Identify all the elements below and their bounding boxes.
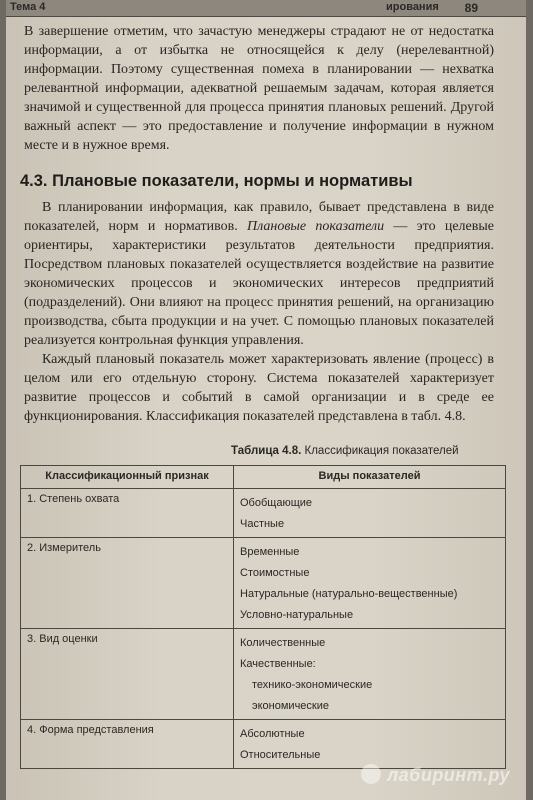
section-heading xyxy=(20,172,500,191)
kind-item: Временные xyxy=(240,546,300,558)
labirint-logo-icon xyxy=(361,764,381,784)
running-head-rule xyxy=(6,16,526,17)
section-number: 4.3. xyxy=(20,172,48,190)
table-cell-kinds xyxy=(234,720,506,769)
kind-item: Относительные xyxy=(240,749,321,761)
paragraph-1-start: В планировании информация, как правило, бывает представлена в виде показателей, норм и нормативов. xyxy=(24,200,494,234)
table-cell-feature: 1. Степень охвата xyxy=(21,489,234,538)
table-header-row xyxy=(21,466,506,489)
kind-item: Обобщающие xyxy=(240,497,313,509)
running-head-left: Тема 4 xyxy=(10,1,46,13)
body-text xyxy=(24,198,494,426)
kind-item: Стоимостные xyxy=(240,567,310,579)
kind-item: Количественные xyxy=(240,637,326,649)
kind-item: Абсолютные xyxy=(240,728,305,740)
table-cell-kinds xyxy=(234,629,506,720)
table-caption-text: Классификация показателей xyxy=(304,445,459,457)
section-title: Плановые показатели, нормы и нормативы xyxy=(52,172,413,190)
table-cell-kinds xyxy=(234,489,506,538)
table-cell-kinds xyxy=(234,538,506,629)
table-header-kinds: Виды показателей xyxy=(234,466,506,489)
running-head-right: ирования xyxy=(386,1,439,13)
intro-paragraph-text: В завершение отметим, что зачастую менеджеры страдают не от недостатка информации, а от избытка не относящейся к делу (нерелевантной) информации. Поэтому существенная помеха в планировании — нехватка релевантной информации, адекватной решаемым задачам, которая является значимой и существенной для процесса принятия плановых решений. Другой важный аспект — это предоставление и получение информации в нужном месте и в нужное время. xyxy=(24,24,494,153)
paragraph-1 xyxy=(24,198,494,350)
page-number: 89 xyxy=(464,1,478,15)
table-row xyxy=(21,489,506,538)
kind-subitem: экономические xyxy=(252,700,329,712)
kind-subitem: технико-экономические xyxy=(252,679,373,691)
kind-item: Частные xyxy=(240,518,285,530)
classification-table xyxy=(20,465,506,769)
watermark xyxy=(361,764,510,786)
kind-item: Условно-натуральные xyxy=(240,609,354,621)
table-caption-label: Таблица 4.8. xyxy=(231,445,302,457)
table-cell-feature: 2. Измеритель xyxy=(21,538,234,629)
intro-paragraph xyxy=(24,22,494,155)
paragraph-1-term: Плановые показатели xyxy=(247,219,385,234)
watermark-text: лабиринт.ру xyxy=(386,765,510,785)
kind-item: Натуральные (натурально-вещественные) xyxy=(240,588,458,600)
book-page xyxy=(6,0,526,800)
table-caption xyxy=(231,445,521,457)
table-row xyxy=(21,538,506,629)
table-cell-feature: 4. Форма представления xyxy=(21,720,234,769)
kind-item: Качественные: xyxy=(240,658,316,670)
paragraph-1-end: — это целевые ориентиры, характеристики результатов деятельности предприятия. Посредством плановых показателей осуществляется воздействие на развитие экономических процессов и экономических интересов предприятий (подразделений). Они влияют на процесс принятия решений, на организацию производства, сбыта продукции и на учет. С помощью плановых показателей реализуется контрольная функция управления. xyxy=(24,219,494,348)
running-head xyxy=(6,0,526,16)
paragraph-2: Каждый плановый показатель может характеризовать явление (процесс) в целом или его отдельную сторону. Система показателей характеризует развитие процессов и событий в самой организации и в среде ее функционирования. Классификация показателей представлена в табл. 4.8. xyxy=(24,352,494,424)
table-row xyxy=(21,720,506,769)
table-header-feature: Классификационный признак xyxy=(21,466,234,489)
table-row xyxy=(21,629,506,720)
table-cell-feature: 3. Вид оценки xyxy=(21,629,234,720)
